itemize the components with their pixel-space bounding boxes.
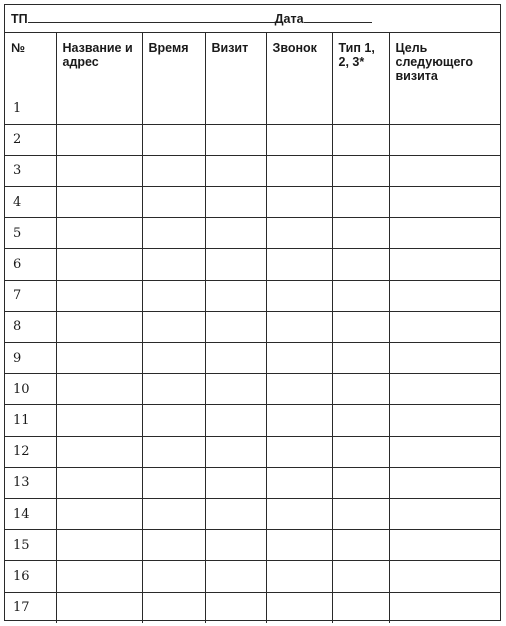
col-header-time: Время bbox=[142, 33, 205, 93]
type-cell[interactable] bbox=[332, 249, 389, 280]
next-visit-goal-cell[interactable] bbox=[389, 436, 500, 467]
table-row bbox=[5, 498, 500, 529]
next-visit-goal-cell[interactable] bbox=[389, 187, 500, 218]
time-cell[interactable] bbox=[142, 374, 205, 405]
row-number: 3 bbox=[5, 155, 56, 186]
visit-cell[interactable] bbox=[205, 530, 266, 561]
type-cell[interactable] bbox=[332, 405, 389, 436]
next-visit-goal-cell[interactable] bbox=[389, 530, 500, 561]
table-row bbox=[5, 530, 500, 561]
name-address-cell[interactable] bbox=[56, 155, 142, 186]
table-row bbox=[5, 218, 500, 249]
table-body bbox=[5, 93, 500, 623]
row-number: 14 bbox=[5, 498, 56, 529]
name-address-cell[interactable] bbox=[56, 124, 142, 155]
row-number: 6 bbox=[5, 249, 56, 280]
time-cell[interactable] bbox=[142, 187, 205, 218]
next-visit-goal-cell[interactable] bbox=[389, 467, 500, 498]
next-visit-goal-cell[interactable] bbox=[389, 374, 500, 405]
time-cell[interactable] bbox=[142, 124, 205, 155]
row-number: 2 bbox=[5, 124, 56, 155]
form-header bbox=[5, 5, 500, 33]
type-cell[interactable] bbox=[332, 93, 389, 124]
visit-cell[interactable] bbox=[205, 249, 266, 280]
row-number: 17 bbox=[5, 592, 56, 623]
time-cell[interactable] bbox=[142, 498, 205, 529]
visit-cell[interactable] bbox=[205, 592, 266, 623]
type-cell[interactable] bbox=[332, 218, 389, 249]
call-cell[interactable] bbox=[266, 124, 332, 155]
next-visit-goal-cell[interactable] bbox=[389, 93, 500, 124]
row-number: 7 bbox=[5, 280, 56, 311]
time-cell[interactable] bbox=[142, 249, 205, 280]
type-cell[interactable] bbox=[332, 374, 389, 405]
call-cell[interactable] bbox=[266, 592, 332, 623]
table-row bbox=[5, 467, 500, 498]
table-row bbox=[5, 592, 500, 623]
type-cell[interactable] bbox=[332, 280, 389, 311]
type-cell[interactable] bbox=[332, 436, 389, 467]
visit-cell[interactable] bbox=[205, 124, 266, 155]
call-cell[interactable] bbox=[266, 343, 332, 374]
name-address-cell[interactable] bbox=[56, 592, 142, 623]
call-cell[interactable] bbox=[266, 249, 332, 280]
table-row bbox=[5, 249, 500, 280]
visit-cell[interactable] bbox=[205, 187, 266, 218]
call-cell[interactable] bbox=[266, 187, 332, 218]
tp-blank-field[interactable] bbox=[28, 10, 275, 23]
time-cell[interactable] bbox=[142, 436, 205, 467]
row-number: 12 bbox=[5, 436, 56, 467]
name-address-cell[interactable] bbox=[56, 436, 142, 467]
type-cell[interactable] bbox=[332, 124, 389, 155]
type-cell[interactable] bbox=[332, 467, 389, 498]
row-number: 5 bbox=[5, 218, 56, 249]
time-cell[interactable] bbox=[142, 343, 205, 374]
name-address-cell[interactable] bbox=[56, 93, 142, 124]
table-row bbox=[5, 561, 500, 592]
col-header-next-visit-goal: Цель следующего визита bbox=[389, 33, 500, 93]
call-cell[interactable] bbox=[266, 561, 332, 592]
next-visit-goal-cell[interactable] bbox=[389, 561, 500, 592]
call-cell[interactable] bbox=[266, 436, 332, 467]
call-cell[interactable] bbox=[266, 280, 332, 311]
name-address-cell[interactable] bbox=[56, 343, 142, 374]
visit-cell[interactable] bbox=[205, 218, 266, 249]
name-address-cell[interactable] bbox=[56, 218, 142, 249]
type-cell[interactable] bbox=[332, 592, 389, 623]
col-header-visit: Визит bbox=[205, 33, 266, 93]
time-cell[interactable] bbox=[142, 467, 205, 498]
call-cell[interactable] bbox=[266, 374, 332, 405]
name-address-cell[interactable] bbox=[56, 498, 142, 529]
row-number: 13 bbox=[5, 467, 56, 498]
visit-log-form bbox=[4, 4, 501, 621]
row-number: 9 bbox=[5, 343, 56, 374]
table-header-row bbox=[5, 33, 500, 93]
col-header-number: № bbox=[5, 33, 56, 93]
time-cell[interactable] bbox=[142, 218, 205, 249]
table-row bbox=[5, 93, 500, 124]
visit-cell[interactable] bbox=[205, 498, 266, 529]
name-address-cell[interactable] bbox=[56, 311, 142, 342]
table-row bbox=[5, 311, 500, 342]
visit-log-table bbox=[5, 33, 500, 623]
type-cell[interactable] bbox=[332, 561, 389, 592]
call-cell[interactable] bbox=[266, 218, 332, 249]
col-header-call: Звонок bbox=[266, 33, 332, 93]
table-row bbox=[5, 155, 500, 186]
visit-cell[interactable] bbox=[205, 311, 266, 342]
tp-label: ТП bbox=[11, 12, 28, 26]
row-number: 11 bbox=[5, 405, 56, 436]
name-address-cell[interactable] bbox=[56, 467, 142, 498]
next-visit-goal-cell[interactable] bbox=[389, 343, 500, 374]
row-number: 16 bbox=[5, 561, 56, 592]
row-number: 4 bbox=[5, 187, 56, 218]
time-cell[interactable] bbox=[142, 280, 205, 311]
row-number: 1 bbox=[5, 93, 56, 124]
call-cell[interactable] bbox=[266, 93, 332, 124]
table-row bbox=[5, 436, 500, 467]
next-visit-goal-cell[interactable] bbox=[389, 280, 500, 311]
table-row bbox=[5, 405, 500, 436]
visit-cell[interactable] bbox=[205, 436, 266, 467]
row-number: 15 bbox=[5, 530, 56, 561]
table-row bbox=[5, 374, 500, 405]
date-blank-field[interactable] bbox=[304, 10, 372, 23]
date-label: Дата bbox=[274, 12, 304, 26]
col-header-name-address: Название и адрес bbox=[56, 33, 142, 93]
time-cell[interactable] bbox=[142, 561, 205, 592]
next-visit-goal-cell[interactable] bbox=[389, 124, 500, 155]
type-cell[interactable] bbox=[332, 311, 389, 342]
call-cell[interactable] bbox=[266, 498, 332, 529]
table-row bbox=[5, 343, 500, 374]
name-address-cell[interactable] bbox=[56, 561, 142, 592]
type-cell[interactable] bbox=[332, 155, 389, 186]
visit-cell[interactable] bbox=[205, 280, 266, 311]
name-address-cell[interactable] bbox=[56, 280, 142, 311]
table-row bbox=[5, 124, 500, 155]
visit-cell[interactable] bbox=[205, 467, 266, 498]
name-address-cell[interactable] bbox=[56, 405, 142, 436]
name-address-cell[interactable] bbox=[56, 249, 142, 280]
time-cell[interactable] bbox=[142, 405, 205, 436]
visit-cell[interactable] bbox=[205, 343, 266, 374]
visit-cell[interactable] bbox=[205, 155, 266, 186]
table-row bbox=[5, 187, 500, 218]
visit-cell[interactable] bbox=[205, 405, 266, 436]
col-header-type: Тип 1, 2, 3* bbox=[332, 33, 389, 93]
row-number: 8 bbox=[5, 311, 56, 342]
type-cell[interactable] bbox=[332, 187, 389, 218]
call-cell[interactable] bbox=[266, 155, 332, 186]
time-cell[interactable] bbox=[142, 93, 205, 124]
visit-cell[interactable] bbox=[205, 374, 266, 405]
time-cell[interactable] bbox=[142, 155, 205, 186]
next-visit-goal-cell[interactable] bbox=[389, 218, 500, 249]
type-cell[interactable] bbox=[332, 498, 389, 529]
call-cell[interactable] bbox=[266, 405, 332, 436]
visit-cell[interactable] bbox=[205, 561, 266, 592]
type-cell[interactable] bbox=[332, 530, 389, 561]
row-number: 10 bbox=[5, 374, 56, 405]
name-address-cell[interactable] bbox=[56, 187, 142, 218]
next-visit-goal-cell[interactable] bbox=[389, 405, 500, 436]
time-cell[interactable] bbox=[142, 311, 205, 342]
visit-cell[interactable] bbox=[205, 93, 266, 124]
name-address-cell[interactable] bbox=[56, 530, 142, 561]
next-visit-goal-cell[interactable] bbox=[389, 592, 500, 623]
call-cell[interactable] bbox=[266, 311, 332, 342]
call-cell[interactable] bbox=[266, 530, 332, 561]
next-visit-goal-cell[interactable] bbox=[389, 155, 500, 186]
call-cell[interactable] bbox=[266, 467, 332, 498]
table-row bbox=[5, 280, 500, 311]
next-visit-goal-cell[interactable] bbox=[389, 498, 500, 529]
next-visit-goal-cell[interactable] bbox=[389, 249, 500, 280]
type-cell[interactable] bbox=[332, 343, 389, 374]
name-address-cell[interactable] bbox=[56, 374, 142, 405]
next-visit-goal-cell[interactable] bbox=[389, 311, 500, 342]
time-cell[interactable] bbox=[142, 592, 205, 623]
time-cell[interactable] bbox=[142, 530, 205, 561]
